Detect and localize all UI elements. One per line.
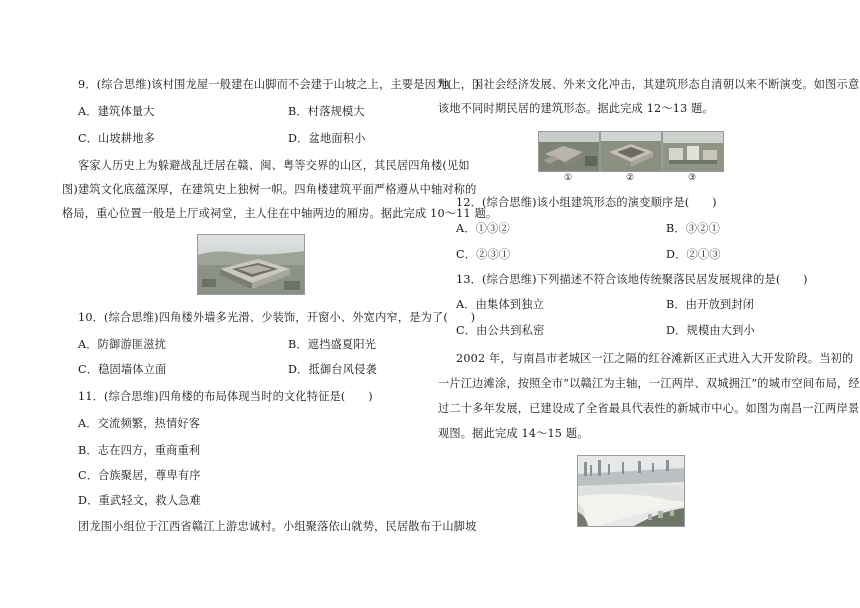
passage-1-line-2: 图)建筑文化底蕴深厚，在建筑史上独树一帜。四角楼建筑平面严格遵从中轴对称的 xyxy=(62,183,477,196)
q11-option-d: D．重武轻文，救人急难 xyxy=(78,494,202,507)
q11-option-b: B．志在四方，重商重利 xyxy=(78,444,201,457)
passage-1-line-1: 客家人历史上为躲避战乱迁居在赣、闽、粤等交界的山区，其民居四角楼(见如 xyxy=(78,159,470,172)
q10-option-b: B．遮挡盛夏阳光 xyxy=(288,338,377,351)
q9-option-a: A．建筑体量大 xyxy=(78,105,155,118)
passage-2-line-3: 该地不同时期民居的建筑形态。据此完成 12～13 题。 xyxy=(438,102,714,115)
q10-option-a: A．防御游匪滋扰 xyxy=(78,338,166,351)
passage-3-line-3: 过二十多年发展，已建设成了全省最具代表性的新城市中心。如图为南昌一江两岸景 xyxy=(438,402,860,415)
q12-stem: 12．(综合思维)该小组建筑形态的演变顺序是( ) xyxy=(456,196,717,209)
q11-stem: 11．(综合思维)四角楼的布局体现当时的文化特征是( ) xyxy=(78,390,373,403)
building-form-photo-1 xyxy=(538,131,600,172)
building-form-photo-3 xyxy=(662,131,724,172)
q12-option-b: B．③②① xyxy=(666,222,720,235)
passage-3-line-4: 观图。据此完成 14～15 题。 xyxy=(438,427,589,440)
q9-option-c: C．山坡耕地多 xyxy=(78,132,156,145)
q11-option-c: C．合族聚居，尊卑有序 xyxy=(78,469,201,482)
passage-2-line-1: 团龙围小组位于江西省赣江上游忠诚村。小组聚落依山就势，民居散布于山脚坡 xyxy=(78,520,477,533)
q13-option-a: A．由集体到独立 xyxy=(456,298,544,311)
q9-option-d: D．盆地面积小 xyxy=(288,132,366,145)
photo-3-caption: ③ xyxy=(688,173,697,183)
q11-option-a: A．交流频繁，热情好客 xyxy=(78,417,201,430)
q9-option-b: B．村落规模大 xyxy=(288,105,365,118)
four-corner-building-photo xyxy=(197,234,305,295)
q13-option-c: C．由公共到私密 xyxy=(456,324,545,337)
q10-option-c: C．稳固墙体立面 xyxy=(78,363,167,376)
q10-stem: 10．(综合思维)四角楼外墙多光滑、少装饰，开窗小、外宽内窄，是为了( ) xyxy=(78,311,476,324)
q12-option-c: C．②③① xyxy=(456,248,511,261)
q13-stem: 13．(综合思维)下列描述不符合该地传统聚落民居发展规律的是( ) xyxy=(456,273,808,286)
q13-option-b: B．由开放到封闭 xyxy=(666,298,755,311)
passage-2-line-2: 地上，因社会经济发展、外来文化冲击，其建筑形态自清朝以来不断演变。如图示意 xyxy=(438,78,860,91)
q9-stem: 9．(综合思维)该村围龙屋一般建在山脚而不会建于山坡之上，主要是因为( ) xyxy=(78,78,480,91)
passage-3-line-1: 2002 年，与南昌市老城区一江之隔的红谷滩新区正式进入大开发阶段。当初的 xyxy=(456,352,854,365)
photo-2-caption: ② xyxy=(626,173,635,183)
photo-1-caption: ① xyxy=(564,173,573,183)
q13-option-d: D．规模由大到小 xyxy=(666,324,755,337)
q10-option-d: D．抵御台风侵袭 xyxy=(288,363,377,376)
nanchang-riverbank-photo xyxy=(577,455,685,527)
q12-option-d: D．②①③ xyxy=(666,248,721,261)
passage-1-line-3: 格局，重心位置一般是上厅或祠堂，主人住在中轴两边的厢房。据此完成 10～11 题。 xyxy=(62,207,498,220)
building-form-photo-2 xyxy=(600,131,662,172)
q12-option-a: A．①③② xyxy=(456,222,510,235)
passage-3-line-2: 一片江边滩涂，按照全市“以赣江为主轴，一江两岸、双城拥江”的城市空间布局，经 xyxy=(438,377,860,390)
